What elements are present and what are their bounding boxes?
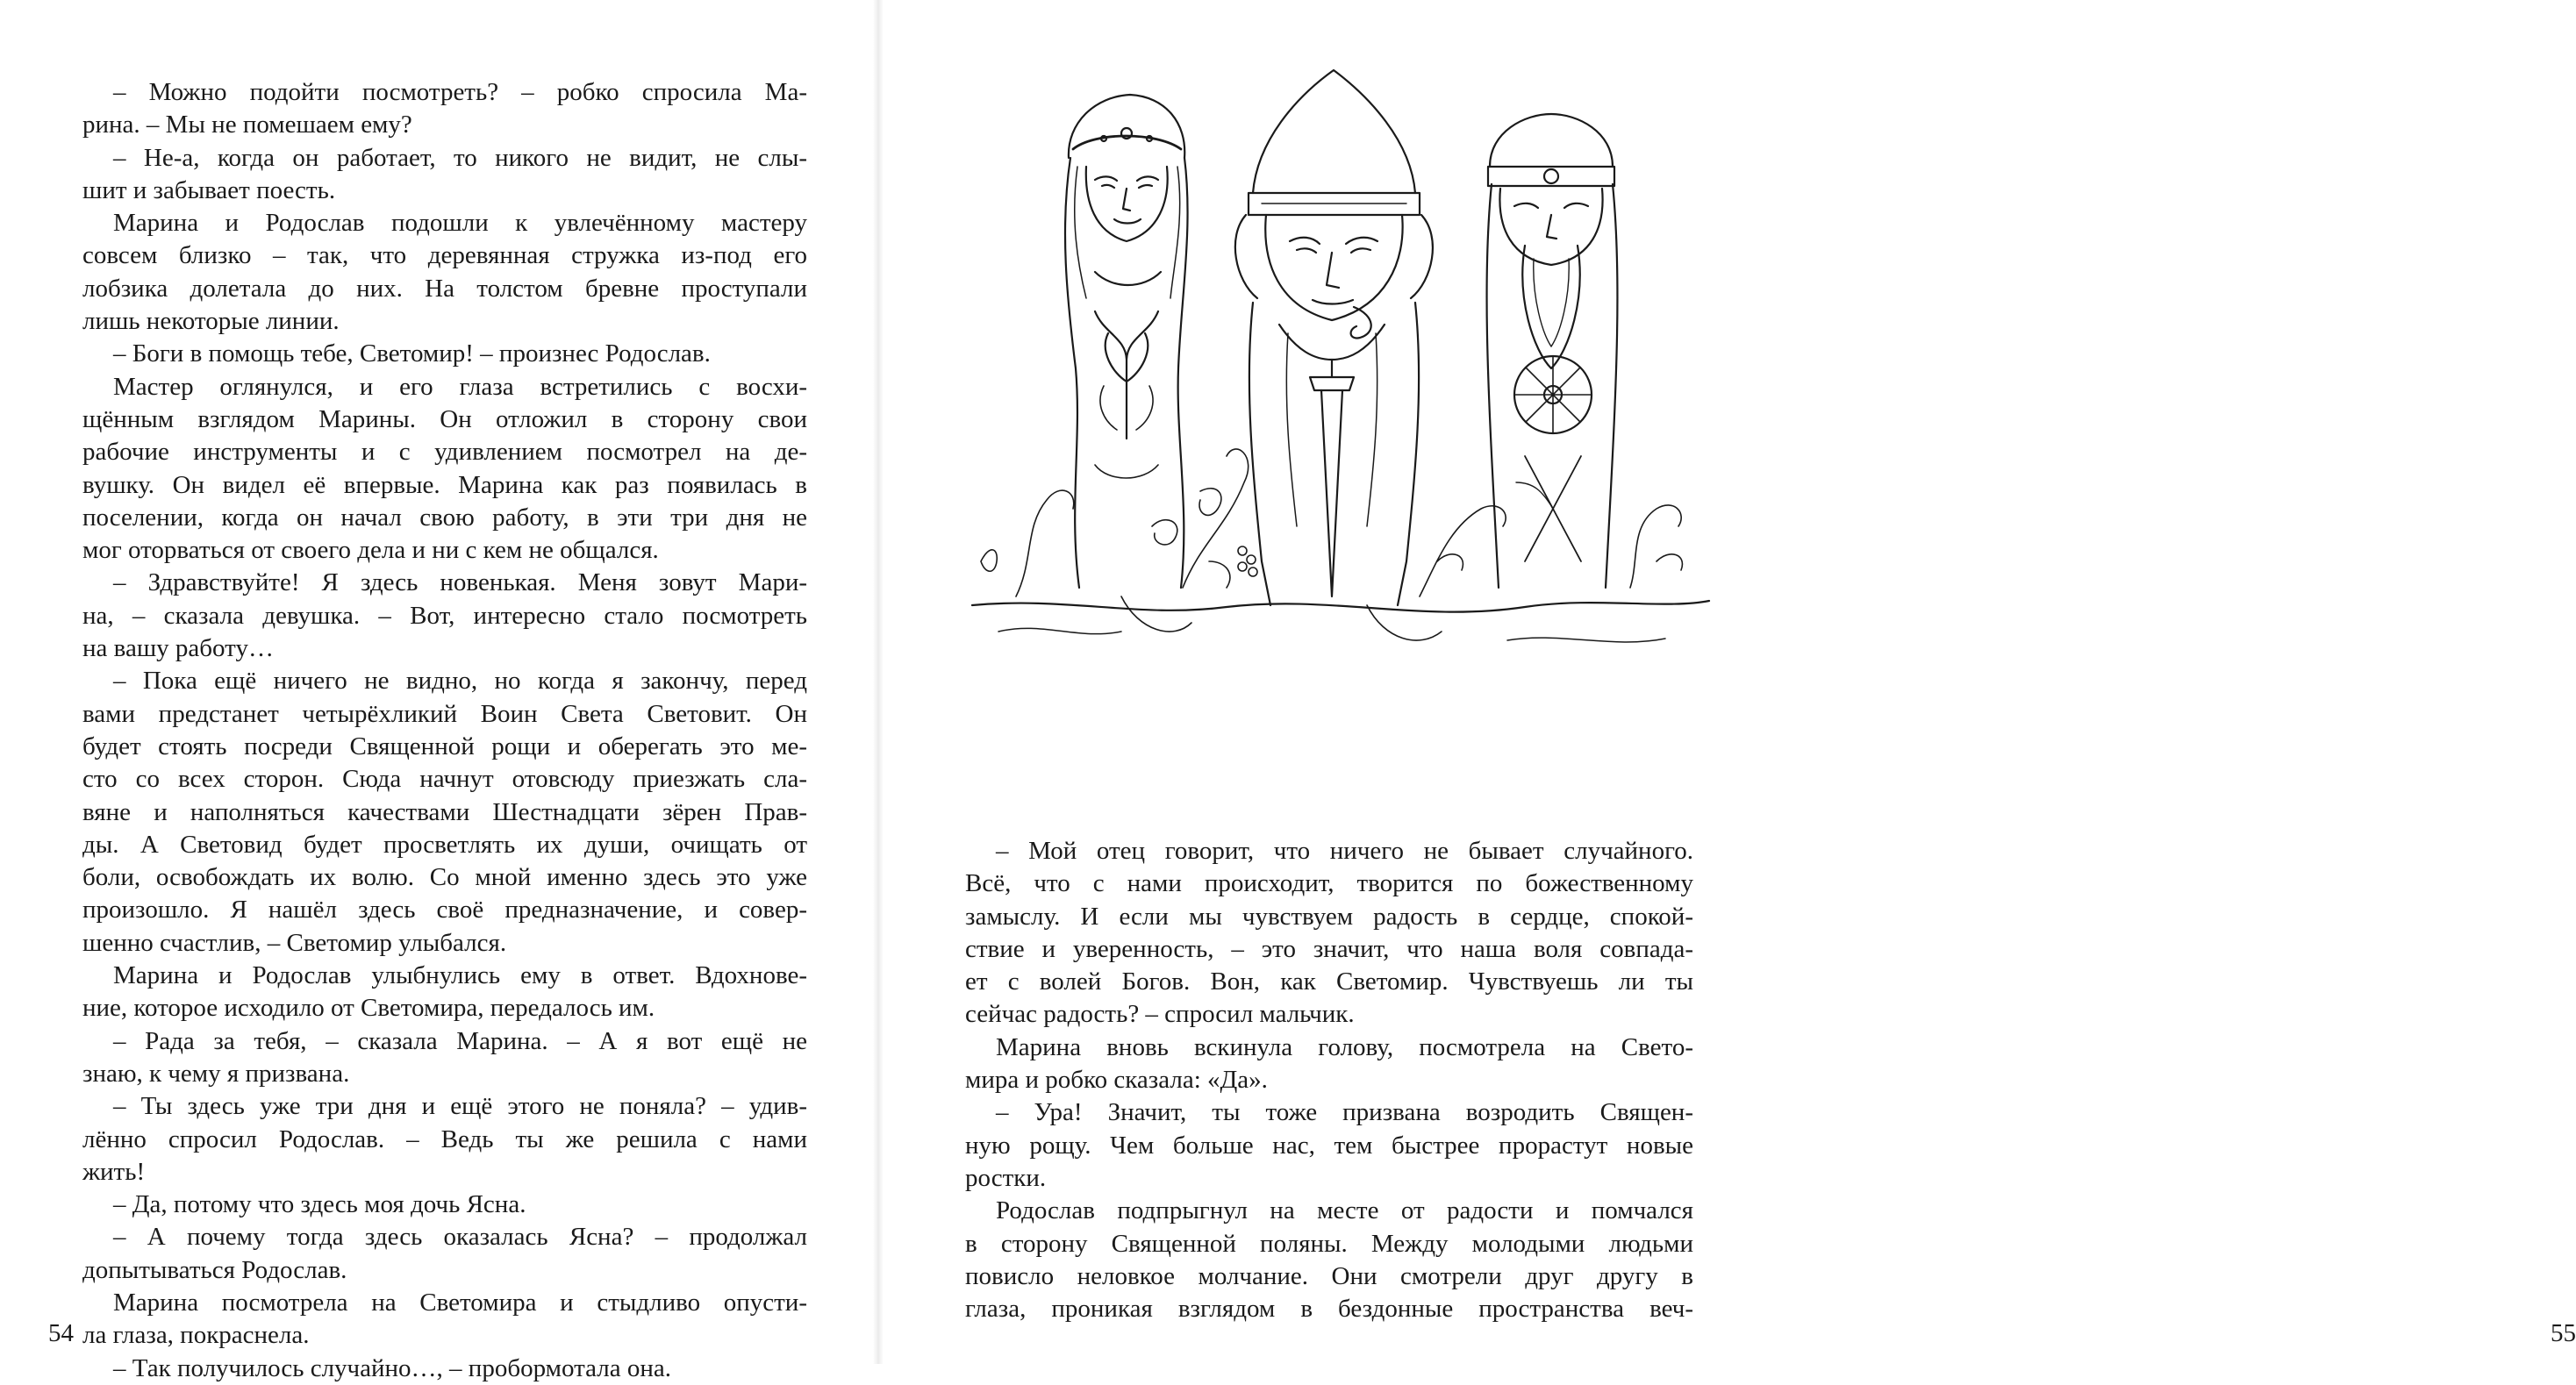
- text-line: Родослав подпрыгнул на месте от радости и помчался: [996, 1196, 1693, 1225]
- text-line: замыслу. И если мы чувствуем радость в сердце, спокой-: [965, 902, 1693, 931]
- text-line: глаза, проникая взглядом в бездонные пространства веч-: [965, 1295, 1693, 1324]
- page-number-left: 54: [48, 1319, 74, 1347]
- text-line: Марина и Родослав подошли к увлечённому мастеру: [113, 209, 807, 238]
- text-line: в сторону Священной поляны. Между молодыми людьми: [965, 1229, 1693, 1258]
- ground-line: [972, 601, 1709, 612]
- text-line: ную рощу. Чем больше нас, тем быстрее прорастут новые: [965, 1131, 1693, 1160]
- text-line: – А почему тогда здесь оказалась Ясна? – продолжал: [113, 1223, 807, 1252]
- foliage-decoration: [981, 449, 1682, 640]
- text-line: ствие и уверенность, – это значит, что наша воля совпада-: [965, 934, 1693, 963]
- text-line: будет стоять посреди Священной рощи и оберегать это ме-: [82, 732, 807, 760]
- text-line: лобзика долетала до них. На толстом бревне проступали: [82, 274, 807, 303]
- text-line: – Мой отец говорит, что ничего не бывает случайного.: [996, 837, 1693, 865]
- text-line: совсем близко – так, что деревянная стружка из-под его: [82, 241, 807, 270]
- text-line: допытываться Родослав.: [82, 1255, 347, 1284]
- text-line: – Да, потому что здесь моя дочь Ясна.: [113, 1190, 526, 1219]
- text-line: Мастер оглянулся, и его глаза встретились с восхи-: [113, 372, 807, 401]
- text-line: ростки.: [965, 1163, 1047, 1192]
- text-line: ет с волей Богов. Вон, как Светомир. Чувствуешь ли ты: [965, 967, 1693, 996]
- text-line: – Так получилось случайно…, – пробормотала она.: [113, 1353, 671, 1382]
- text-line: Марина вновь вскинула голову, посмотрела на Свето-: [996, 1032, 1693, 1061]
- text-line: поселении, когда он начал свою работу, в эти три дня не: [82, 503, 807, 532]
- text-line: – Боги в помощь тебе, Светомир! – произнес Родослав.: [113, 339, 711, 368]
- text-line: мог оторваться от своего дела и ни с кем не общался.: [82, 536, 659, 565]
- text-line: боли, освобождать их волю. Со мной именно здесь это уже: [82, 863, 807, 892]
- text-line: вушку. Он видел её впервые. Марина как раз появилась в: [82, 470, 807, 499]
- text-line: Марина посмотрела на Светомира и стыдливо опусти-: [113, 1288, 807, 1317]
- text-line: повисло неловкое молчание. Они смотрели друг другу в: [965, 1261, 1693, 1290]
- text-line: – Ура! Значит, ты тоже призвана возродить Священ-: [996, 1098, 1693, 1127]
- three-carved-idols-illustration: [963, 70, 1720, 772]
- text-line: рина. – Мы не помешаем ему?: [82, 111, 412, 139]
- text-line: шит и забывает поесть.: [82, 175, 336, 204]
- text-line: – Можно подойти посмотреть? – робко спросила Ма-: [113, 78, 807, 106]
- text-line: Марина и Родослав улыбнулись ему в ответ. Вдохнове-: [113, 961, 807, 990]
- text-line: щённым взглядом Марины. Он отложил в сторону свои: [82, 404, 807, 433]
- text-line: – Ты здесь уже три дня и ещё этого не поняла? – удив-: [113, 1092, 807, 1121]
- warrior-idol-figure: [1235, 70, 1433, 605]
- text-line: сейчас радость? – спросил мальчик.: [965, 1000, 1355, 1029]
- right-page-text: [965, 835, 1693, 1325]
- left-page: [0, 0, 877, 1382]
- female-idol-figure: [1065, 95, 1188, 588]
- text-line: вами предстанет четырёхликий Воин Света Световит. Он: [82, 699, 807, 728]
- text-line: – Пока ещё ничего не видно, но когда я закончу, перед: [113, 667, 807, 696]
- text-line: ла глаза, покраснела.: [82, 1321, 310, 1350]
- text-line: мира и робко сказала: «Да».: [965, 1066, 1268, 1095]
- text-line: лишь некоторые линии.: [82, 307, 340, 336]
- text-line: знаю, к чему я призвана.: [82, 1059, 350, 1088]
- text-line: лённо спросил Родослав. – Ведь ты же решила с нами: [82, 1124, 807, 1153]
- text-line: на вашу работу…: [82, 634, 274, 663]
- text-line: произошло. Я нашёл здесь своё предназначение, и совер-: [82, 896, 807, 925]
- text-line: жить!: [82, 1157, 146, 1186]
- text-line: – Здравствуйте! Я здесь новенькая. Меня зовут Мари-: [113, 568, 807, 597]
- page-number-right: 55: [2551, 1319, 2576, 1347]
- text-line: Всё, что с нами происходит, творится по божественному: [965, 869, 1693, 898]
- text-line: – Рада за тебя, – сказала Марина. – А я вот ещё не: [113, 1026, 807, 1055]
- text-line: шенно счастлив, – Светомир улыбался.: [82, 928, 507, 957]
- text-line: – Не-а, когда он работает, то никого не видит, не слы-: [113, 143, 807, 172]
- text-line: сто со всех сторон. Сюда начнут отовсюду приезжать сла-: [82, 765, 807, 794]
- text-line: ние, которое исходило от Светомира, передалось им.: [82, 994, 655, 1023]
- text-line: вяне и наполняться качествами Шестнадцати зёрен Прав-: [82, 797, 807, 826]
- text-line: на, – сказала девушка. – Вот, интересно стало посмотреть: [82, 601, 807, 630]
- text-line: ды. А Световид будет просветлять их души, очищать от: [82, 830, 807, 859]
- text-line: рабочие инструменты и с удивлением посмотрел на де-: [82, 438, 807, 467]
- left-page-text: [82, 76, 807, 1385]
